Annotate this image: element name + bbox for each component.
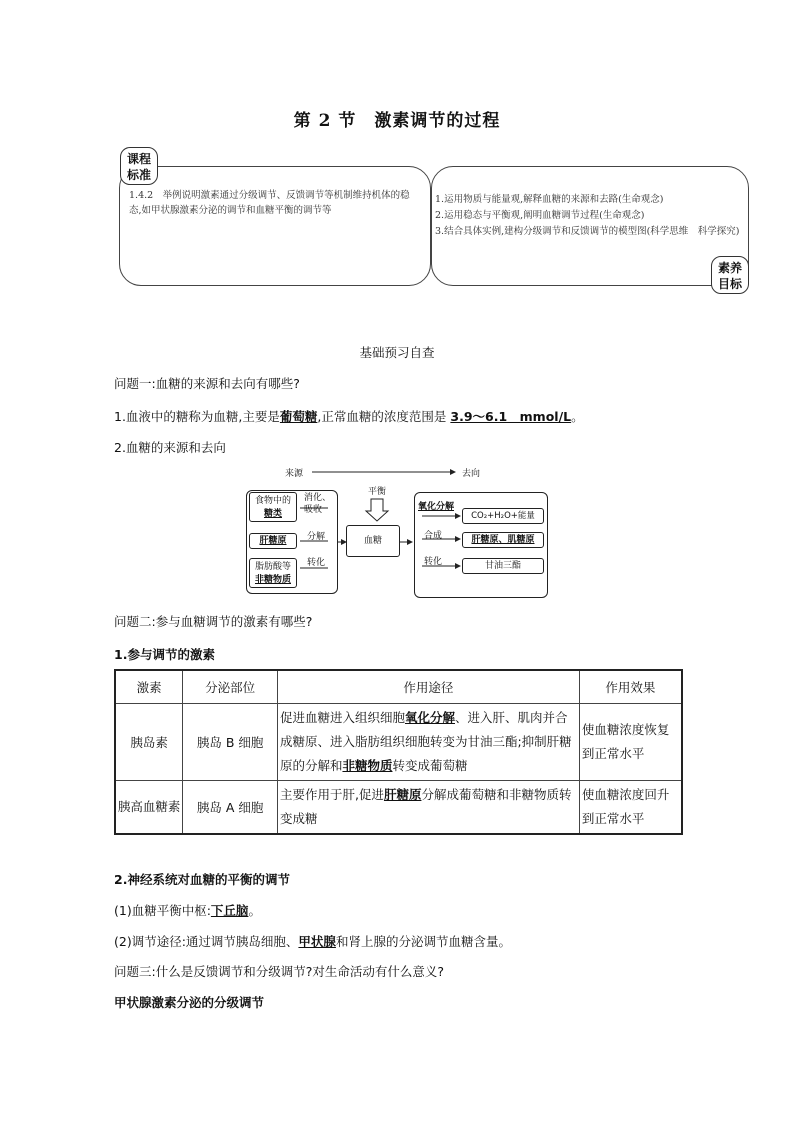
table-row [115,704,682,781]
table-header: 作用效果 [579,670,682,704]
table-header-row [115,670,682,704]
answer-nonsugar: 非糖物质 [342,758,393,773]
standard-badge-line1: 课程 [126,152,151,166]
site-cell: 胰岛 A 细胞 [183,781,278,835]
arrow-label-convert: 转化 [307,558,326,568]
arrow-label-oxidize: 氧化分解 [418,502,455,512]
path-text: 分解成葡萄糖和非糖物质转变成糖 [279,787,572,826]
header-panel [119,152,749,291]
path-text: 、进入肝、肌肉并合成糖原、进入脂肪组织细胞转变为甘油三酯;抑制肝糖原的分解和 [279,710,572,773]
balance-label: 平衡 [368,487,387,497]
page-title: 第 2 节 激素调节的过程 [293,111,501,131]
question-1: 问题一:血糖的来源和去向有哪些? [114,376,300,391]
nerve-line2-pre: (2)调节途径:通过调节胰岛细胞、 [114,934,299,949]
answer-hypothalamus: 下丘脑 [210,903,249,918]
source-nonsugar-top: 脂肪酸等 [254,562,291,572]
goal-item: 1.运用物质与能量观,解释血糖的来源和去路(生命观念) [435,194,664,205]
answer-oxidize: 氧化分解 [404,710,455,725]
arrow-label-decompose: 分解 [307,532,326,542]
dest-triglyceride: 甘油三酯 [462,558,544,574]
table-row [115,781,682,835]
goal-badge-line1: 素养 [717,261,742,275]
section-title: 基础预习自查 [359,345,435,360]
source-food [249,492,297,522]
standard-text: 1.4.2 举例说明激素通过分级调节、反馈调节等机制维持机体的稳态,如甲状腺激素分泌的调节和血糖平衡的调节等 [129,190,410,216]
goal-badge-line2: 目标 [717,277,742,291]
arrow-label-synth: 合成 [424,531,443,541]
hormone-cell: 胰高血糖素 [115,781,183,835]
source-nonsugar [249,558,297,588]
source-food-bottom: 糖类 [263,509,282,519]
blood-sugar-diagram [240,462,560,602]
effect-cell: 使血糖浓度恢复到正常水平 [579,704,682,781]
q1-line2: 2.血糖的来源和去向 [114,440,226,455]
nerve-line1-pre: (1)血糖平衡中枢: [114,903,211,918]
path-text: 转变成葡萄糖 [392,758,468,773]
nerve-heading: 2.神经系统对血糖的平衡的调节 [114,872,290,887]
q1-line1 [114,407,584,425]
goal-item: 3.结合具体实例,建构分级调节和反馈调节的模型图(科学思维 科学探究) [435,226,740,237]
goal-list [435,192,745,240]
q1-line1-pre: 1.血液中的糖称为血糖,主要是 [114,409,280,424]
path-text: 主要作用于肝,促进 [279,787,384,802]
q2-heading: 1.参与调节的激素 [114,647,215,662]
source-label: 来源 [285,469,304,479]
nerve-line1-end: 。 [248,903,261,918]
dest-energy: CO₂+H₂O+能量 [462,508,544,524]
goal-badge [711,256,749,294]
q1-line1-mid: ,正常血糖的浓度范围是 [317,409,451,424]
arrow-label-transform: 转化 [424,557,443,567]
hormone-table [114,669,683,835]
answer-thyroid: 甲状腺 [298,934,336,949]
question-2: 问题二:参与血糖调节的激素有哪些? [114,614,313,629]
nerve-line2 [114,932,511,950]
question-3: 问题三:什么是反馈调节和分级调节?对生命活动有什么意义? [114,964,444,979]
hormone-cell: 胰岛素 [115,704,183,781]
standard-box [119,166,431,286]
table-header: 作用途径 [277,670,579,704]
nerve-line2-end: 和肾上腺的分泌调节血糖含量。 [335,934,511,949]
source-glycogen: 肝糖原 [249,533,297,549]
source-nonsugar-bottom: 非糖物质 [254,575,291,585]
answer-glucose: 葡萄糖 [279,409,318,424]
blood-sugar-box: 血糖 [346,525,400,557]
nerve-line1 [114,901,261,919]
source-food-top: 食物中的 [254,496,291,506]
dest-label: 去向 [462,469,481,479]
dest-glycogen: 肝糖原、肌糖原 [462,532,544,548]
path-cell [277,704,579,781]
arrow-label-digest: 消化、吸收 [304,493,332,515]
standard-badge-line2: 标准 [126,168,151,182]
table-header: 分泌部位 [183,670,278,704]
effect-cell: 使血糖浓度回升到正常水平 [579,781,682,835]
standard-badge [120,147,158,185]
table-header: 激素 [115,670,183,704]
path-text: 促进血糖进入组织细胞 [279,710,405,725]
answer-glycogen: 肝糖原 [383,787,422,802]
q3-heading: 甲状腺激素分泌的分级调节 [114,995,265,1010]
goal-item: 2.运用稳态与平衡观,阐明血糖调节过程(生命观念) [435,210,645,221]
site-cell: 胰岛 B 细胞 [183,704,278,781]
path-cell [277,781,579,835]
answer-range: 3.9～6.1 mmol/L [450,409,572,424]
q1-line1-end: 。 [571,409,584,424]
